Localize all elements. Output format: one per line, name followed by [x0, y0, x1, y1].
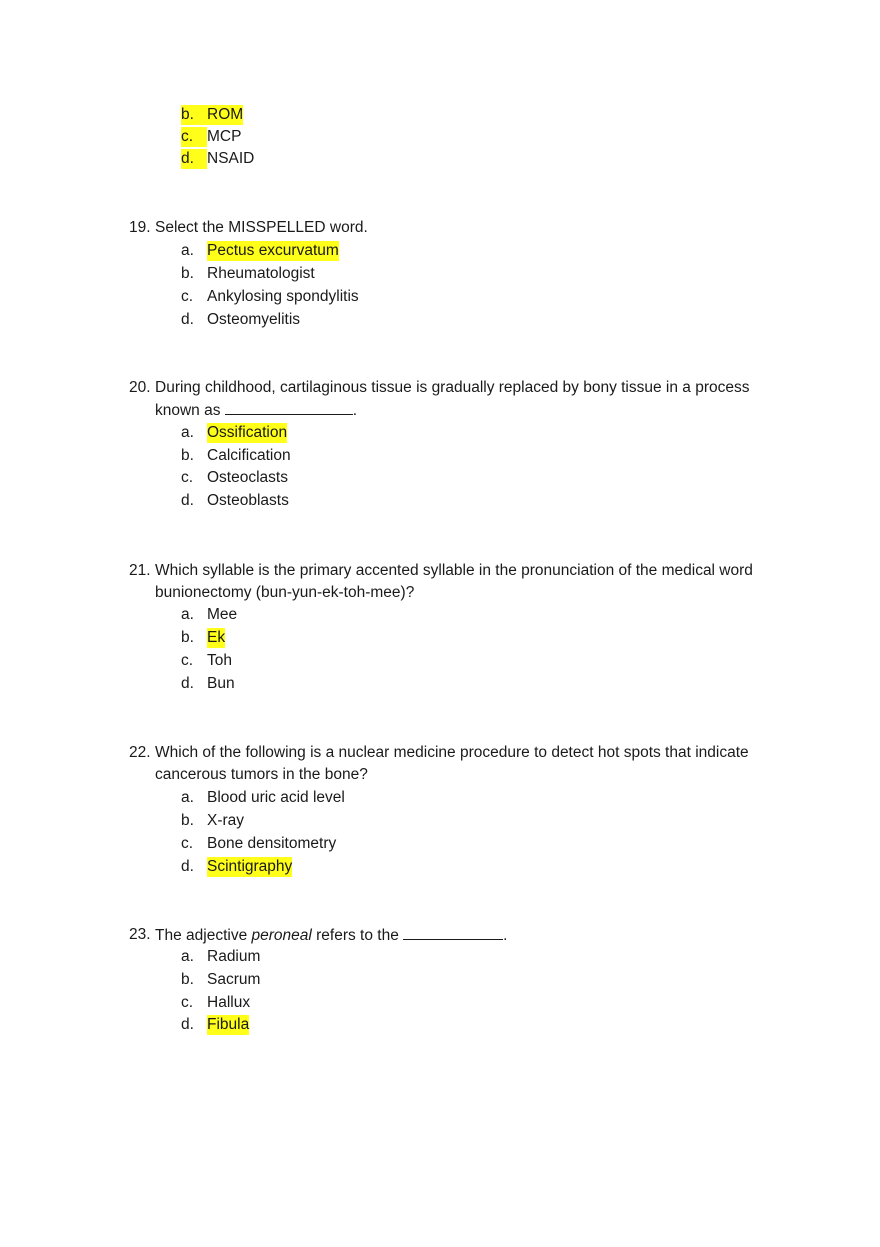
option-letter: b. — [181, 629, 194, 646]
answer-blank — [403, 925, 503, 940]
option-letter: c. — [181, 469, 194, 486]
option-letter: d. — [181, 858, 194, 875]
question-text: Select the MISSPELLED word. — [155, 219, 368, 236]
option-text: Rheumatologist — [207, 265, 315, 282]
option-text: Blood uric acid level — [207, 789, 345, 806]
option-text: Osteoblasts — [207, 492, 289, 509]
question-text-prefix: known as — [155, 402, 225, 419]
option-text: NSAID — [207, 150, 255, 167]
option-text: Fibula — [207, 1016, 250, 1033]
option-text: Scintigraphy — [207, 858, 293, 875]
option-letter: a. — [181, 789, 194, 806]
option-text: Osteoclasts — [207, 469, 288, 486]
option-text: Ankylosing spondylitis — [207, 288, 359, 305]
question-number: 23. — [129, 926, 151, 943]
question-text-italic-term: peroneal — [251, 927, 312, 944]
option-letter: b. — [181, 447, 194, 464]
option-text: Sacrum — [207, 971, 261, 988]
option-text: MCP — [207, 128, 242, 145]
option-letter: d. — [181, 675, 194, 692]
option-text: Bone densitometry — [207, 835, 337, 852]
question-number: 20. — [129, 379, 151, 396]
option-text: Mee — [207, 606, 238, 623]
question-number: 19. — [129, 219, 151, 236]
option-letter: a. — [181, 948, 194, 965]
option-text: Toh — [207, 652, 232, 669]
option-letter: b. — [181, 265, 194, 282]
question-number: 21. — [129, 562, 151, 579]
option-letter: b. — [181, 971, 194, 988]
question-text-line2: cancerous tumors in the bone? — [155, 766, 368, 783]
option-letter: d. — [181, 492, 194, 509]
option-letter: c. — [181, 127, 207, 147]
option-text: ROM — [207, 106, 244, 123]
option-letter: c. — [181, 288, 194, 305]
option-text: Hallux — [207, 994, 251, 1011]
option-text: Bun — [207, 675, 235, 692]
option-text: Ossification — [207, 424, 288, 441]
option-text: Osteomyelitis — [207, 311, 301, 328]
option-text: X-ray — [207, 812, 245, 829]
option-letter: a. — [181, 242, 194, 259]
question-text-prefix: The adjective — [155, 927, 252, 944]
option-letter: d. — [181, 311, 194, 328]
option-text: Pectus excurvatum — [207, 242, 339, 259]
option-letter: a. — [181, 606, 194, 623]
question-text-line2: bunionectomy (bun-yun-ek-toh-mee)? — [155, 584, 415, 601]
option-letter: c. — [181, 994, 194, 1011]
question-text — [155, 925, 507, 946]
option-letter: a. — [181, 424, 194, 441]
option-letter: b. — [181, 105, 207, 125]
question-text-suffix: . — [352, 402, 358, 419]
question-text: During childhood, cartilaginous tissue is gradually replaced by bony tissue in a process — [155, 379, 750, 396]
question-text-mid: refers to the — [311, 927, 404, 944]
option-text: Ek — [207, 629, 226, 646]
question-number: 22. — [129, 744, 151, 761]
question-text: Which syllable is the primary accented syllable in the pronunciation of the medical word — [155, 562, 753, 579]
option-text: Radium — [207, 948, 261, 965]
option-letter: d. — [181, 1016, 194, 1033]
option-letter: d. — [181, 149, 207, 169]
question-text-suffix: . — [503, 927, 508, 944]
option-letter: c. — [181, 652, 194, 669]
option-letter: b. — [181, 812, 194, 829]
option-text: Calcification — [207, 447, 291, 464]
question-text: Which of the following is a nuclear medicine procedure to detect hot spots that indicate — [155, 744, 749, 761]
option-letter: c. — [181, 835, 194, 852]
answer-blank — [225, 400, 353, 415]
question-text-line2 — [155, 400, 357, 420]
